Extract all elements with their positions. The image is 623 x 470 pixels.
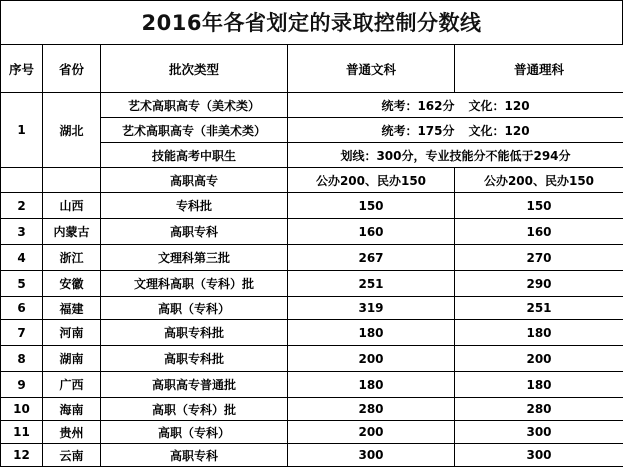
batch-cell: 高职（专科）批: [101, 398, 288, 421]
science-cell: 150: [455, 193, 623, 219]
batch-cell: 文理科高职（专科）批: [101, 271, 288, 297]
arts-cell: 319: [288, 297, 455, 320]
batch-cell: 高职（专科）: [101, 297, 288, 320]
header-row: [1, 45, 623, 93]
table-row: [1, 320, 623, 346]
batch-cell: 高职专科批: [101, 320, 288, 346]
science-cell: 280: [455, 398, 623, 421]
science-cell: 160: [455, 219, 623, 245]
table-row: [1, 346, 623, 372]
unified-score: 统考：162分: [381, 98, 455, 113]
arts-cell: 180: [288, 320, 455, 346]
province-cell: 福建: [43, 297, 101, 320]
table-row: [1, 398, 623, 421]
science-cell: 公办200、民办150: [455, 168, 623, 193]
batch-cell: 高职专科批: [101, 346, 288, 372]
arts-cell: 280: [288, 398, 455, 421]
table-row: [1, 372, 623, 398]
science-cell: 180: [455, 372, 623, 398]
batch-cell: 高职（专科）: [101, 421, 288, 444]
province-cell: 山西: [43, 193, 101, 219]
table-row-hubei-1: [1, 93, 623, 118]
index-cell: 2: [1, 193, 43, 219]
table-row: [1, 421, 623, 444]
index-cell: 5: [1, 271, 43, 297]
batch-cell: 高职高专普通批: [101, 372, 288, 398]
empty-cell: [43, 168, 101, 193]
arts-cell: 160: [288, 219, 455, 245]
batch-cell: 高职高专: [101, 168, 288, 193]
merged-score-cell: 划线：300分，专业技能分不能低于294分: [288, 143, 623, 168]
arts-cell: 200: [288, 421, 455, 444]
province-cell: 湖南: [43, 346, 101, 372]
batch-cell: 高职专科: [101, 219, 288, 245]
province-cell: 河南: [43, 320, 101, 346]
table-row: [1, 193, 623, 219]
header-science: 普通理科: [455, 45, 623, 93]
merged-score-cell: [288, 93, 623, 118]
arts-cell: 180: [288, 372, 455, 398]
province-cell: 浙江: [43, 245, 101, 271]
index-cell: 10: [1, 398, 43, 421]
index-cell: 3: [1, 219, 43, 245]
province-cell: 安徽: [43, 271, 101, 297]
culture-score: 文化：120: [468, 123, 530, 138]
index-cell: 7: [1, 320, 43, 346]
arts-cell: 251: [288, 271, 455, 297]
header-province: 省份: [43, 45, 101, 93]
index-cell: 6: [1, 297, 43, 320]
index-cell: 8: [1, 346, 43, 372]
province-cell: 广西: [43, 372, 101, 398]
table-row-hubei-4: [1, 168, 623, 193]
header-batch: 批次类型: [101, 45, 288, 93]
empty-cell: [1, 168, 43, 193]
arts-cell: 300: [288, 444, 455, 467]
header-index: 序号: [1, 45, 43, 93]
batch-cell: 艺术高职高专（非美术类）: [101, 118, 288, 143]
culture-score: 文化：120: [468, 98, 530, 113]
province-cell: 内蒙古: [43, 219, 101, 245]
science-cell: 270: [455, 245, 623, 271]
province-cell: 贵州: [43, 421, 101, 444]
index-cell: 9: [1, 372, 43, 398]
index-cell: 12: [1, 444, 43, 467]
batch-cell: 专科批: [101, 193, 288, 219]
science-cell: 300: [455, 421, 623, 444]
table-row: [1, 444, 623, 467]
science-cell: 180: [455, 320, 623, 346]
hubei-province: 湖北: [43, 93, 101, 168]
province-cell: 海南: [43, 398, 101, 421]
table-row: [1, 297, 623, 320]
table-row: [1, 271, 623, 297]
province-cell: 云南: [43, 444, 101, 467]
table-row: [1, 219, 623, 245]
score-table: [0, 44, 623, 467]
header-arts: 普通文科: [288, 45, 455, 93]
batch-cell: 技能高考中职生: [101, 143, 288, 168]
arts-cell: 200: [288, 346, 455, 372]
hubei-index: 1: [1, 93, 43, 168]
arts-cell: 公办200、民办150: [288, 168, 455, 193]
science-cell: 200: [455, 346, 623, 372]
batch-cell: 艺术高职高专（美术类）: [101, 93, 288, 118]
index-cell: 4: [1, 245, 43, 271]
science-cell: 290: [455, 271, 623, 297]
batch-cell: 高职专科: [101, 444, 288, 467]
index-cell: 11: [1, 421, 43, 444]
table-row: [1, 245, 623, 271]
science-cell: 251: [455, 297, 623, 320]
arts-cell: 267: [288, 245, 455, 271]
batch-cell: 文理科第三批: [101, 245, 288, 271]
science-cell: 300: [455, 444, 623, 467]
arts-cell: 150: [288, 193, 455, 219]
unified-score: 统考：175分: [381, 123, 455, 138]
page-title: 2016年各省划定的录取控制分数线: [0, 0, 623, 44]
merged-score-cell: [288, 118, 623, 143]
